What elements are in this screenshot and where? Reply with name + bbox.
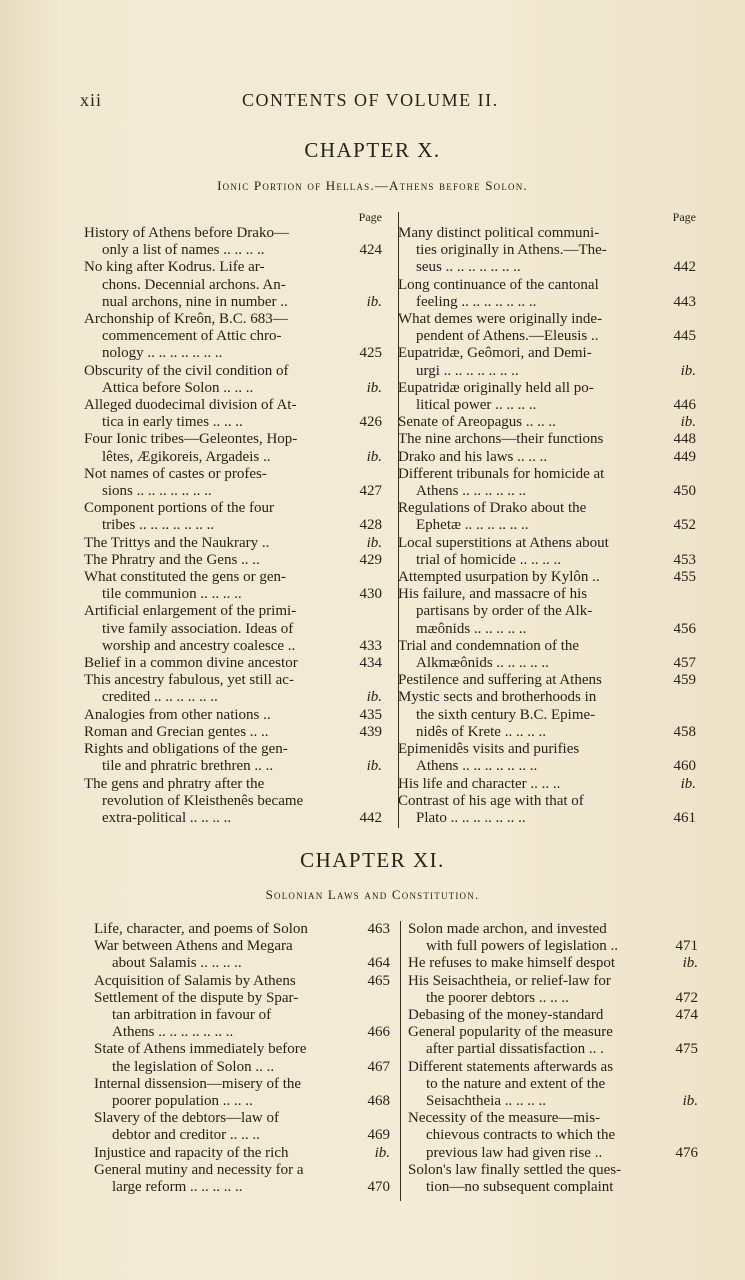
toc-page-number: 426 xyxy=(359,414,382,431)
toc-entry-line: Mystic sects and brotherhoods in xyxy=(398,689,597,706)
toc-entry-line: The gens and phratry after the xyxy=(84,775,265,792)
toc-entry-line: chons. Decennial archons. An- xyxy=(102,276,286,293)
toc-entry xyxy=(398,741,696,775)
toc-entry xyxy=(398,672,696,689)
toc-entry-line: tile communion .. .. .. .. xyxy=(102,586,242,603)
toc-page-number: 433 xyxy=(359,637,382,654)
toc-entry-line: Slavery of the debtors—law of xyxy=(94,1110,279,1127)
toc-entry-line: extra-political .. .. .. .. xyxy=(102,809,232,826)
chapter-10-right-column xyxy=(398,210,696,827)
toc-entry xyxy=(408,973,698,1007)
toc-page-number: ib. xyxy=(366,379,382,396)
toc-entry-line: mæônids .. .. .. .. .. xyxy=(416,620,527,637)
toc-entry xyxy=(398,431,696,448)
toc-page-number: 463 xyxy=(367,921,390,937)
toc-page-number: 439 xyxy=(359,723,382,740)
toc-entry-line: Artificial enlargement of the primi- xyxy=(84,603,297,620)
toc-page-number: 457 xyxy=(673,655,696,672)
toc-entry-line: The Trittys and the Naukrary .. xyxy=(84,534,270,551)
toc-entry xyxy=(398,500,696,534)
toc-entry-line: after partial dissatisfaction .. . xyxy=(426,1041,604,1058)
chapter-10-subtitle: Ionic Portion of Hellas.—Athens before Solon. xyxy=(217,178,528,193)
column-divider xyxy=(400,921,401,1201)
toc-entry xyxy=(84,259,382,311)
toc-page-number: 443 xyxy=(673,293,696,310)
toc-entry-line: feeling .. .. .. .. .. .. .. xyxy=(416,293,537,310)
toc-entry-line: The nine archons—their functions xyxy=(398,431,604,448)
chapter-10-left-column xyxy=(84,210,382,827)
toc-entry-line: Regulations of Drako about the xyxy=(398,500,587,517)
toc-entry-line: Epimenidês visits and purifies xyxy=(398,741,580,758)
toc-entry xyxy=(84,397,382,431)
chapter-10-title: CHAPTER X. xyxy=(304,138,441,162)
toc-page-number: 442 xyxy=(359,809,382,826)
toc-entry-line: General mutiny and necessity for a xyxy=(94,1161,304,1178)
toc-entry-line: urgi .. .. .. .. .. .. .. xyxy=(416,362,519,379)
toc-entry-line: nidês of Krete .. .. .. .. xyxy=(416,723,546,740)
toc-entry-line: previous law had given rise .. xyxy=(426,1144,603,1161)
toc-entry-line: litical power .. .. .. .. xyxy=(416,397,537,414)
toc-entry-line: His Seisachtheia, or relief-law for xyxy=(408,972,611,989)
toc-entry-line: Plato .. .. .. .. .. .. .. xyxy=(416,809,526,826)
toc-entry-line: Athens .. .. .. .. .. .. xyxy=(416,483,526,500)
toc-entry xyxy=(84,655,382,672)
toc-page-number: ib. xyxy=(680,362,696,379)
toc-page-number: ib. xyxy=(680,775,696,792)
toc-entry-line: Acquisition of Salamis by Athens xyxy=(94,972,296,989)
toc-entry xyxy=(408,1059,698,1111)
page-column-label: Page xyxy=(672,210,696,224)
toc-entry-line: Archonship of Kreôn, B.C. 683— xyxy=(84,311,288,328)
toc-entry xyxy=(398,586,696,638)
toc-entry-line: Drako and his laws .. .. .. xyxy=(398,448,548,465)
running-head xyxy=(80,90,680,114)
toc-entry-line: What constituted the gens or gen- xyxy=(84,569,287,586)
toc-entry-line: Solon made archon, and invested xyxy=(408,921,607,937)
toc-entry xyxy=(84,431,382,465)
toc-page-number: ib. xyxy=(366,293,382,310)
toc-entry xyxy=(408,1110,698,1162)
toc-page-number: 448 xyxy=(673,431,696,448)
toc-page-number: 476 xyxy=(675,1144,698,1161)
toc-entry xyxy=(84,500,382,534)
toc-page-number: 464 xyxy=(367,955,390,972)
toc-entry-line: The Phratry and the Gens .. .. xyxy=(84,551,260,568)
page-number: xii xyxy=(80,90,103,110)
toc-page-number: 461 xyxy=(673,809,696,826)
toc-entry xyxy=(84,225,382,259)
toc-entry xyxy=(84,552,382,569)
chapter-11-title: CHAPTER XI. xyxy=(300,848,445,872)
toc-page-number: ib. xyxy=(366,448,382,465)
toc-entry-line: Not names of castes or profes- xyxy=(84,465,267,482)
toc-entry-line: Life, character, and poems of Solon xyxy=(94,921,308,937)
toc-entry xyxy=(398,776,696,793)
toc-entry xyxy=(398,414,696,431)
toc-entry-line: credited .. .. .. .. .. .. xyxy=(102,689,218,706)
toc-entry-line: Debasing of the money-standard xyxy=(408,1007,604,1024)
toc-entry-line: This ancestry fabulous, yet still ac- xyxy=(84,672,294,689)
toc-page-number: ib. xyxy=(366,534,382,551)
toc-entry-line: chievous contracts to which the xyxy=(426,1127,616,1144)
toc-entry-line: worship and ancestry coalesce .. xyxy=(102,637,296,654)
toc-page-number: 425 xyxy=(359,345,382,362)
toc-page-number: 458 xyxy=(673,723,696,740)
toc-entry-line: War between Athens and Megara xyxy=(94,938,293,955)
toc-entry-line: Ephetæ .. .. .. .. .. .. xyxy=(416,517,529,534)
toc-entry-line: Analogies from other nations .. xyxy=(84,706,271,723)
toc-entry xyxy=(94,990,390,1042)
toc-entry-line: poorer population .. .. .. xyxy=(112,1093,253,1110)
toc-entry-line: with full powers of legislation .. xyxy=(426,938,619,955)
toc-entry-line: Trial and condemnation of the xyxy=(398,637,580,654)
toc-entry xyxy=(94,973,390,990)
toc-entry-line: nology .. .. .. .. .. .. .. xyxy=(102,345,223,362)
toc-entry-line: Many distinct political communi- xyxy=(398,225,600,241)
toc-page-number: 456 xyxy=(673,620,696,637)
toc-page-number: 428 xyxy=(359,517,382,534)
toc-entry xyxy=(398,535,696,569)
toc-entry-line: Eupatridæ originally held all po- xyxy=(398,379,594,396)
toc-entry-line: the poorer debtors .. .. .. xyxy=(426,989,569,1006)
toc-entry xyxy=(408,955,698,972)
toc-entry-line: Different tribunals for homicide at xyxy=(398,465,605,482)
toc-entry-line: His life and character .. .. .. xyxy=(398,775,561,792)
toc-entry-line: Settlement of the dispute by Spar- xyxy=(94,989,299,1006)
toc-entry-line: Component portions of the four xyxy=(84,500,274,517)
toc-page-number: 427 xyxy=(359,483,382,500)
toc-entry xyxy=(398,569,696,586)
toc-entry xyxy=(84,569,382,603)
toc-entry-line: Belief in a common divine ancestor xyxy=(84,655,298,672)
toc-entry xyxy=(84,311,382,363)
toc-entry xyxy=(398,449,696,466)
toc-entry-line: His failure, and massacre of his xyxy=(398,586,588,603)
toc-entry xyxy=(398,225,696,277)
toc-entry-line: State of Athens immediately before xyxy=(94,1041,307,1058)
toc-entry xyxy=(408,1024,698,1058)
toc-entry-line: Long continuance of the cantonal xyxy=(398,276,599,293)
toc-entry-line: Internal dissension—misery of the xyxy=(94,1075,302,1092)
toc-entry xyxy=(84,724,382,741)
toc-entry xyxy=(408,1007,698,1024)
toc-entry-line: debtor and creditor .. .. .. xyxy=(112,1127,260,1144)
toc-page-number: 429 xyxy=(359,551,382,568)
toc-entry xyxy=(84,603,382,655)
toc-page-number: 430 xyxy=(359,586,382,603)
toc-page-number: ib. xyxy=(680,414,696,431)
toc-entry-line: tive family association. Ideas of xyxy=(102,620,294,637)
toc-page-number: 453 xyxy=(673,551,696,568)
toc-entry xyxy=(84,466,382,500)
toc-entry xyxy=(94,1162,390,1196)
toc-page-number: 467 xyxy=(367,1058,390,1075)
toc-entry xyxy=(84,741,382,775)
toc-entry-line: large reform .. .. .. .. .. xyxy=(112,1179,243,1196)
toc-page-number: 460 xyxy=(673,758,696,775)
toc-entry xyxy=(398,793,696,827)
toc-page-number: 469 xyxy=(367,1127,390,1144)
toc-entry-line: Attempted usurpation by Kylôn .. xyxy=(398,569,600,586)
toc-entry xyxy=(94,1110,390,1144)
toc-entry-line: No king after Kodrus. Life ar- xyxy=(84,259,265,276)
toc-page-number: ib. xyxy=(374,1144,390,1161)
toc-page-number: 472 xyxy=(675,989,698,1006)
toc-entry-line: only a list of names .. .. .. .. xyxy=(102,242,265,259)
toc-page-number: 471 xyxy=(675,938,698,955)
toc-entry xyxy=(398,380,696,414)
toc-entry-line: Seisachtheia .. .. .. .. xyxy=(426,1093,546,1110)
toc-entry xyxy=(398,345,696,379)
toc-page-number: 449 xyxy=(673,448,696,465)
toc-entry-line: Athens .. .. .. .. .. .. .. xyxy=(112,1024,234,1041)
toc-entry-line: commencement of Attic chro- xyxy=(102,328,282,345)
toc-page-number: 465 xyxy=(367,972,390,989)
toc-entry xyxy=(94,1076,390,1110)
toc-entry-line: History of Athens before Drako— xyxy=(84,225,289,241)
toc-page-number: 474 xyxy=(675,1007,698,1024)
toc-page-number: 424 xyxy=(359,242,382,259)
toc-entry-line: Senate of Areopagus .. .. .. xyxy=(398,414,556,431)
toc-entry-line: Local superstitions at Athens about xyxy=(398,534,609,551)
toc-entry xyxy=(84,672,382,706)
toc-entry-line: pendent of Athens.—Eleusis .. xyxy=(416,328,599,345)
toc-entry xyxy=(94,921,390,938)
toc-entry-line: Alleged duodecimal division of At- xyxy=(84,397,297,414)
toc-entry xyxy=(398,311,696,345)
toc-entry-line: He refuses to make himself despot xyxy=(408,955,616,972)
toc-entry-line: Alkmæônids .. .. .. .. .. xyxy=(416,655,549,672)
toc-entry-line: General popularity of the measure xyxy=(408,1024,613,1041)
toc-entry-line: Contrast of his age with that of xyxy=(398,792,584,809)
toc-entry-line: about Salamis .. .. .. .. xyxy=(112,955,242,972)
toc-entry-line: Necessity of the measure—mis- xyxy=(408,1110,601,1127)
toc-entry-line: tan arbitration in favour of xyxy=(112,1007,272,1024)
toc-page-number: 455 xyxy=(673,569,696,586)
toc-entry-line: tica in early times .. .. .. xyxy=(102,414,243,431)
toc-page-number: 450 xyxy=(673,483,696,500)
toc-entry-line: Four Ionic tribes—Geleontes, Hop- xyxy=(84,431,298,448)
toc-page-number: 468 xyxy=(367,1093,390,1110)
toc-entry-line: nual archons, nine in number .. xyxy=(102,293,288,310)
toc-entry-line: Rights and obligations of the gen- xyxy=(84,741,288,758)
toc-entry-line: Eupatridæ, Geômori, and Demi- xyxy=(398,345,592,362)
toc-entry-line: Different statements afterwards as xyxy=(408,1058,614,1075)
toc-entry xyxy=(84,776,382,828)
toc-entry xyxy=(84,535,382,552)
toc-entry-line: Injustice and rapacity of the rich xyxy=(94,1144,289,1161)
toc-entry xyxy=(84,363,382,397)
toc-page-number: ib. xyxy=(682,1093,698,1110)
toc-page-number: 459 xyxy=(673,672,696,689)
toc-page-number: ib. xyxy=(366,758,382,775)
chapter-11-left-column xyxy=(94,921,390,1196)
toc-entry xyxy=(398,466,696,500)
toc-entry-line: the sixth century B.C. Epime- xyxy=(416,706,596,723)
toc-entry-line: ties originally in Athens.—The- xyxy=(416,242,607,259)
toc-page-number: 442 xyxy=(673,259,696,276)
toc-entry xyxy=(408,921,698,955)
toc-entry-line: seus .. .. .. .. .. .. .. xyxy=(416,259,521,276)
toc-page-number: 435 xyxy=(359,706,382,723)
toc-entry-line: trial of homicide .. .. .. .. xyxy=(416,551,561,568)
toc-entry-line: Pestilence and suffering at Athens xyxy=(398,672,602,689)
toc-entry-line: Solon's law finally settled the ques- xyxy=(408,1161,622,1178)
toc-entry-line: partisans by order of the Alk- xyxy=(416,603,593,620)
page-column-label: Page xyxy=(358,210,382,224)
toc-entry-line: tribes .. .. .. .. .. .. .. xyxy=(102,517,215,534)
toc-entry-line: Athens .. .. .. .. .. .. .. xyxy=(416,758,538,775)
toc-page-number: ib. xyxy=(682,955,698,972)
toc-entry-line: Roman and Grecian gentes .. .. xyxy=(84,723,269,740)
toc-entry-line: lêtes, Ægikoreis, Argadeis .. xyxy=(102,448,271,465)
toc-entry-line: tion—no subsequent complaint xyxy=(426,1179,614,1196)
toc-entry xyxy=(94,1145,390,1162)
toc-page-number: 470 xyxy=(367,1179,390,1196)
toc-entry-line: Obscurity of the civil condition of xyxy=(84,362,289,379)
toc-entry-line: to the nature and extent of the xyxy=(426,1075,606,1092)
toc-entry-line: What demes were originally inde- xyxy=(398,311,603,328)
toc-entry xyxy=(84,707,382,724)
toc-entry xyxy=(398,277,696,311)
toc-page-number: 475 xyxy=(675,1041,698,1058)
toc-entry-line: revolution of Kleisthenês became xyxy=(102,792,304,809)
toc-entry xyxy=(398,689,696,741)
toc-entry xyxy=(94,1041,390,1075)
toc-page-number: 445 xyxy=(673,328,696,345)
toc-page-number: 452 xyxy=(673,517,696,534)
chapter-11-right-column xyxy=(408,921,698,1196)
toc-page-number: 466 xyxy=(367,1024,390,1041)
volume-title: CONTENTS OF VOLUME II. xyxy=(242,90,499,110)
toc-entry-line: tile and phratric brethren .. .. xyxy=(102,758,274,775)
toc-entry-line: Attica before Solon .. .. .. xyxy=(102,379,254,396)
chapter-11-subtitle: Solonian Laws and Constitution. xyxy=(265,887,480,902)
toc-entry-line: sions .. .. .. .. .. .. .. xyxy=(102,483,212,500)
toc-page-number: 446 xyxy=(673,397,696,414)
toc-entry xyxy=(94,938,390,972)
toc-page-number: 434 xyxy=(359,655,382,672)
toc-entry-line: the legislation of Solon .. .. xyxy=(112,1058,275,1075)
toc-page-number: ib. xyxy=(366,689,382,706)
toc-entry xyxy=(408,1162,698,1196)
toc-entry xyxy=(398,638,696,672)
